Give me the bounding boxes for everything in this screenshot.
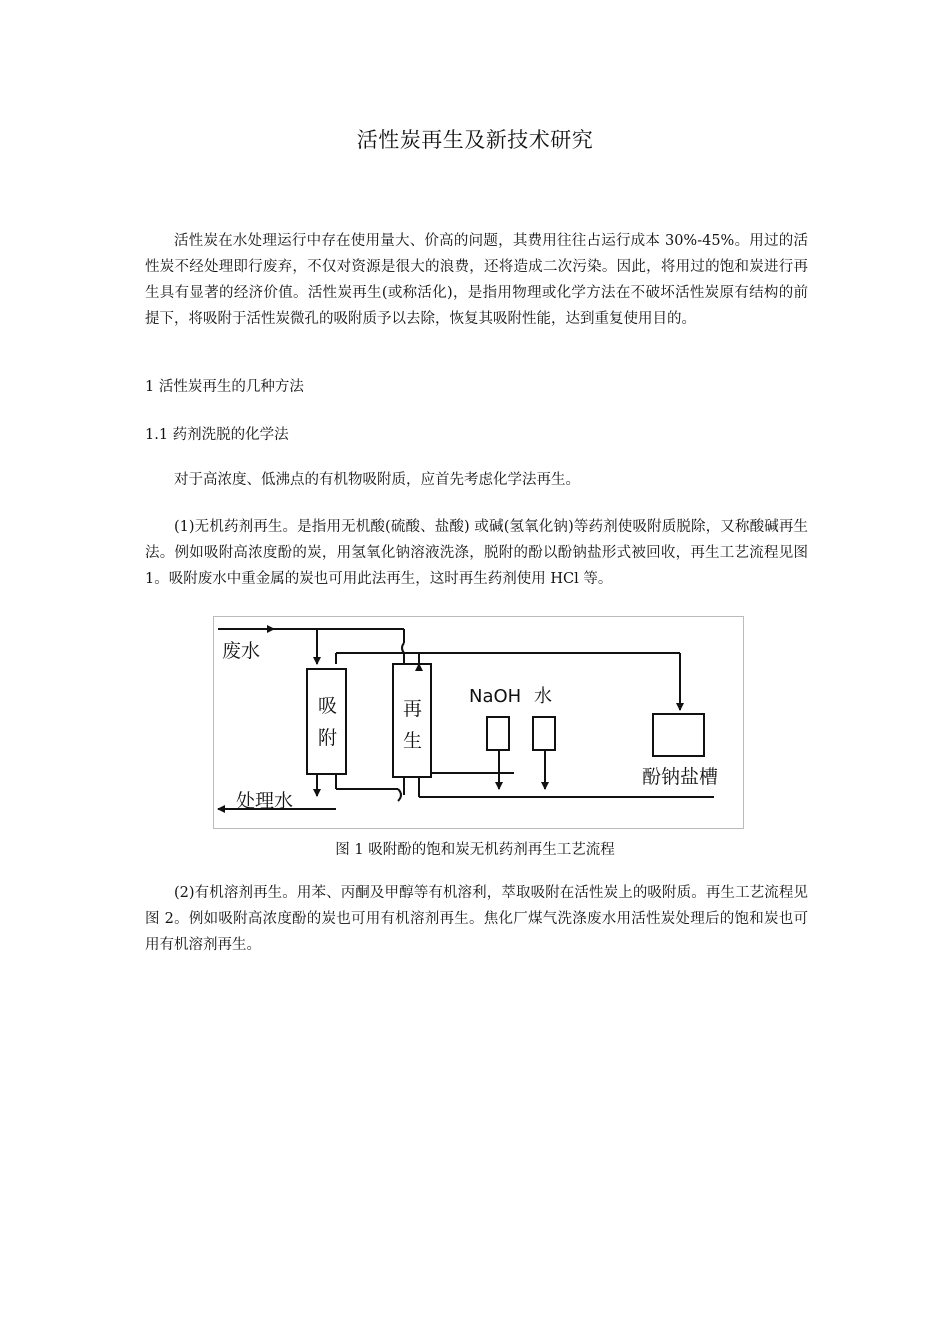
section-1-heading: 1 活性炭再生的几种方法	[145, 379, 304, 395]
wastewater-label: 废水	[222, 640, 261, 662]
adsorb-label-2: 附	[318, 727, 338, 749]
naoh-vessel	[487, 717, 509, 750]
process-flow-diagram	[214, 617, 743, 828]
process-flow-figure	[213, 616, 744, 829]
naoh-label: NaOH	[469, 686, 522, 707]
phenol-salt-tank	[653, 714, 704, 756]
water-vessel	[533, 717, 555, 750]
figure-caption: 图 1 吸附酚的饱和炭无机药剂再生工艺流程	[335, 842, 615, 858]
treated-water-label: 处理水	[236, 790, 294, 812]
intro-paragraph: 活性炭在水处理运行中存在使用量大、价高的问题，其费用往往占运行成本 30%-45%。用过的活性炭不经处理即行废弃，不仅对资源是很大的浪费，还将造成二次污染。因此，将用过的饱和炭进行再生具有显著的经济价值。活性炭再生(或称活化)，是指用物理或化学方法在不破坏活性炭原有结构的前提下，将吸附于活性炭微孔的吸附质予以去除，恢复其吸附性能，达到重复使用目的。	[145, 233, 808, 327]
section-1-1-heading: 1.1 药剂洗脱的化学法	[145, 427, 289, 443]
water-label: 水	[534, 686, 552, 707]
regeneration-column	[393, 664, 431, 777]
regen-label-2: 生	[403, 730, 423, 752]
chemical-method-paragraph: 对于高浓度、低沸点的有机物吸附质，应首先考虑化学法再生。	[174, 472, 580, 488]
organic-solvent-paragraph: (2)有机溶剂再生。用苯、丙酮及甲醇等有机溶利，萃取吸附在活性炭上的吸附质。再生工艺流程见图 2。例如吸附高浓度酚的炭也可用有机溶剂再生。焦化厂煤气洗涤废水用活性炭处理后的饱和炭也可用有机溶剂再生。	[145, 885, 808, 953]
regen-label-1: 再	[403, 698, 423, 720]
page-title: 活性炭再生及新技术研究	[356, 128, 594, 152]
inorganic-regeneration-paragraph: (1)无机药剂再生。是指用无机酸(硫酸、盐酸) 或碱(氢氧化钠)等药剂使吸附质脱除，又称酸碱再生法。例如吸附高浓度酚的炭，用氢氧化钠溶液洗涤，脱附的酚以酚钠盐形式被回收，再生工艺流程见图 1。吸附废水中重金属的炭也可用此法再生，这时再生药剂使用 HCl 等。	[145, 519, 808, 587]
adsorb-label-1: 吸	[318, 695, 338, 717]
phenol-salt-tank-label: 酚钠盐槽	[642, 766, 719, 788]
adsorption-column	[307, 669, 346, 774]
